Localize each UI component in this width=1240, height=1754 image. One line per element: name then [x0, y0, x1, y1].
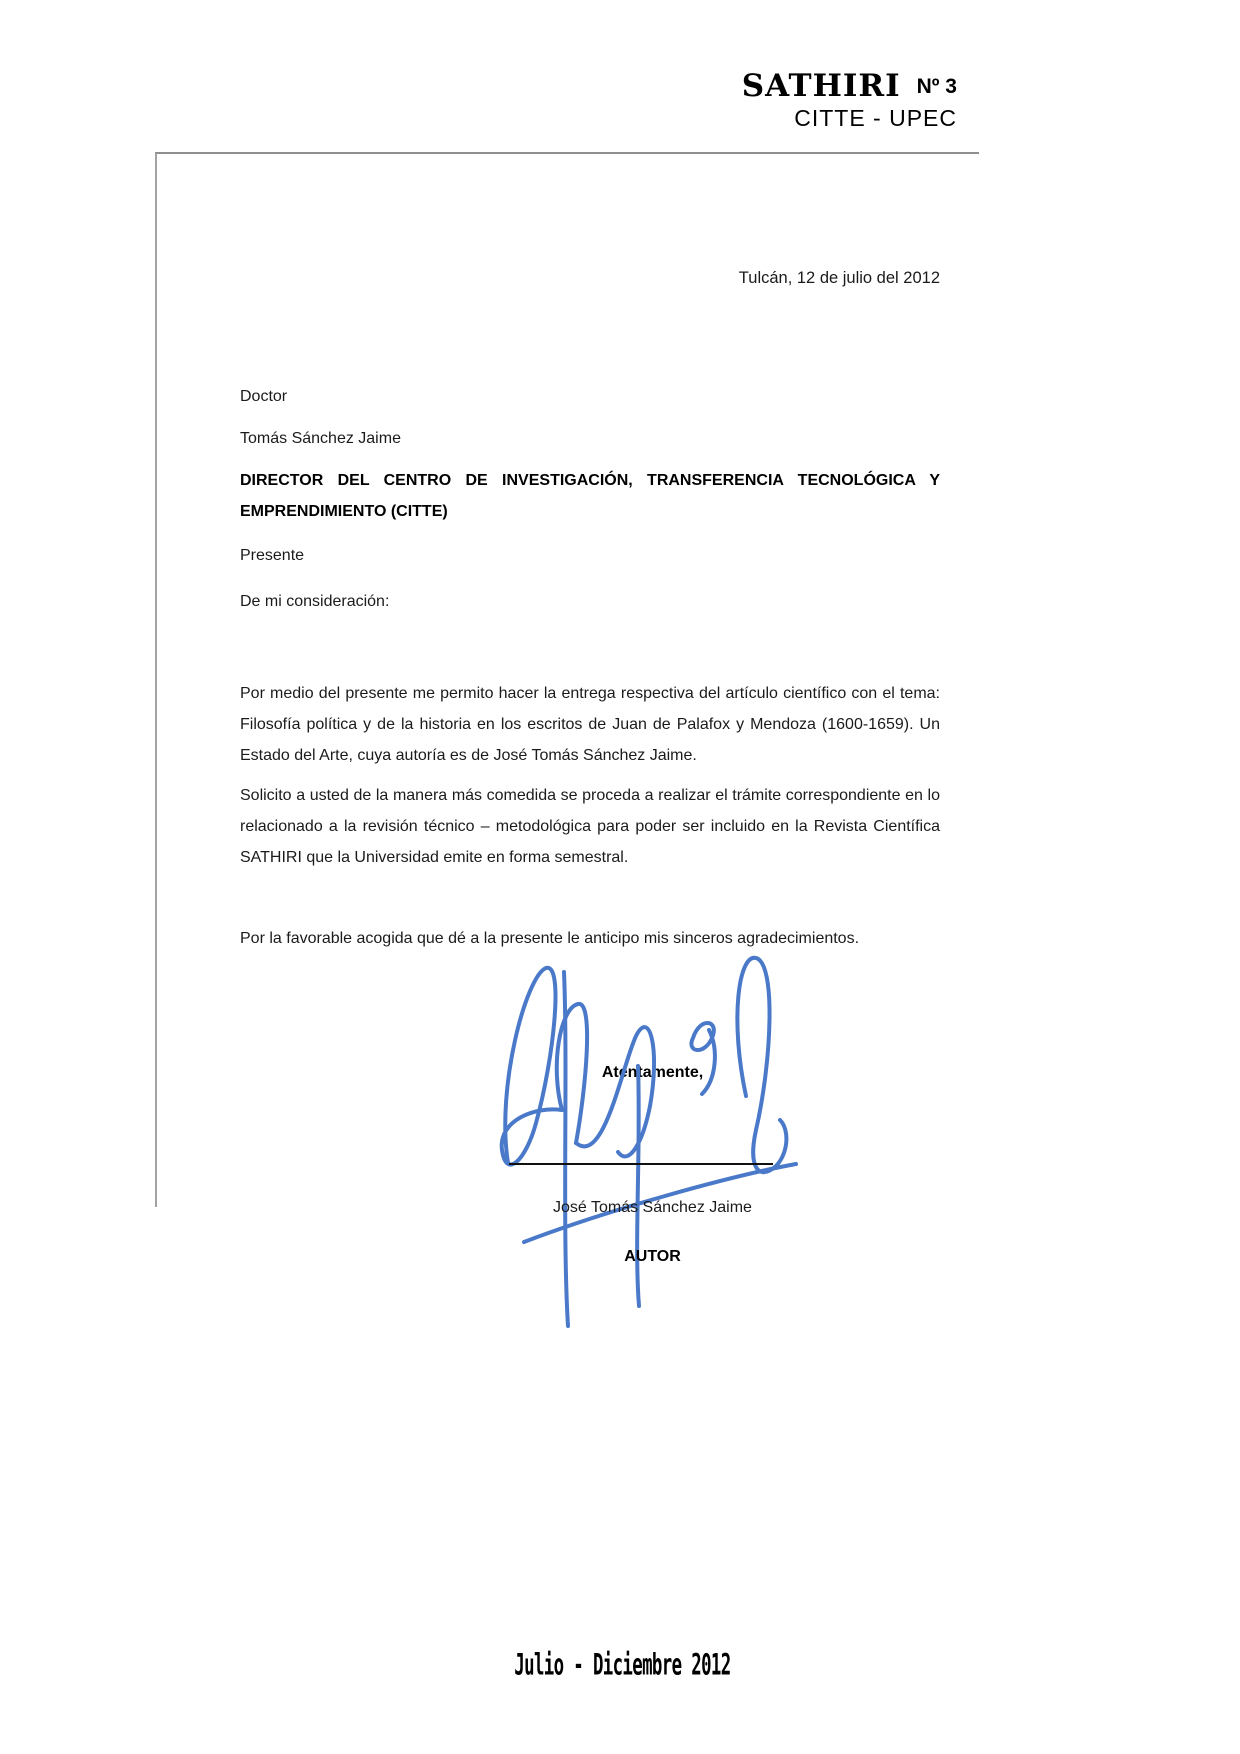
letter-greeting: De mi consideración: — [240, 593, 390, 610]
journal-title-line — [742, 68, 957, 104]
journal-name: SATHIRI — [741, 68, 901, 104]
recipient-salutation: Doctor — [240, 388, 288, 405]
recipient-name: Tomás Sánchez Jaime — [240, 430, 401, 447]
page-footer — [0, 1648, 1240, 1681]
signature-line — [509, 1163, 773, 1165]
letter-date-line: Tulcán, 12 de julio del 2012 — [738, 269, 940, 287]
signer-name: José Tomás Sánchez Jaime — [553, 1199, 752, 1216]
signer-role: AUTOR — [624, 1248, 681, 1265]
closing-valediction: Atentamente, — [601, 1064, 704, 1081]
footer-issue-period: Julio - Diciembre 2012 — [513, 1647, 731, 1682]
journal-issue-number: Nº 3 — [916, 75, 957, 98]
recipient-presente: Presente — [240, 547, 305, 564]
letter-paragraph-2: Solicito a usted de la manera más comedida se proceda a realizar el trámite correspondiente en lo relacionado a la revisión técnico – metodológica para poder ser incluido en la Revista Científica SATHIRI que la Universidad emite en forma semestral. — [240, 787, 940, 866]
journal-subtitle: CITTE - UPEC — [794, 105, 957, 131]
recipient-title: DIRECTOR DEL CENTRO DE INVESTIGACIÓN, TRANSFERENCIA TECNOLÓGICA Y EMPRENDIMIENTO (CITTE) — [240, 472, 940, 520]
letter-paragraph-3: Por la favorable acogida que dé a la presente le anticipo mis sinceros agradecimientos. — [240, 930, 860, 947]
letter-paragraph-1: Por medio del presente me permito hacer la entrega respectiva del artículo científico con el tema: Filosofía política y de la historia en los escritos de Juan de Palafox y Mendoza (1600-1659). Un Estado del Arte, cuya autoría es de José Tomás Sánchez Jaime. — [240, 685, 940, 764]
journal-header — [742, 68, 957, 132]
